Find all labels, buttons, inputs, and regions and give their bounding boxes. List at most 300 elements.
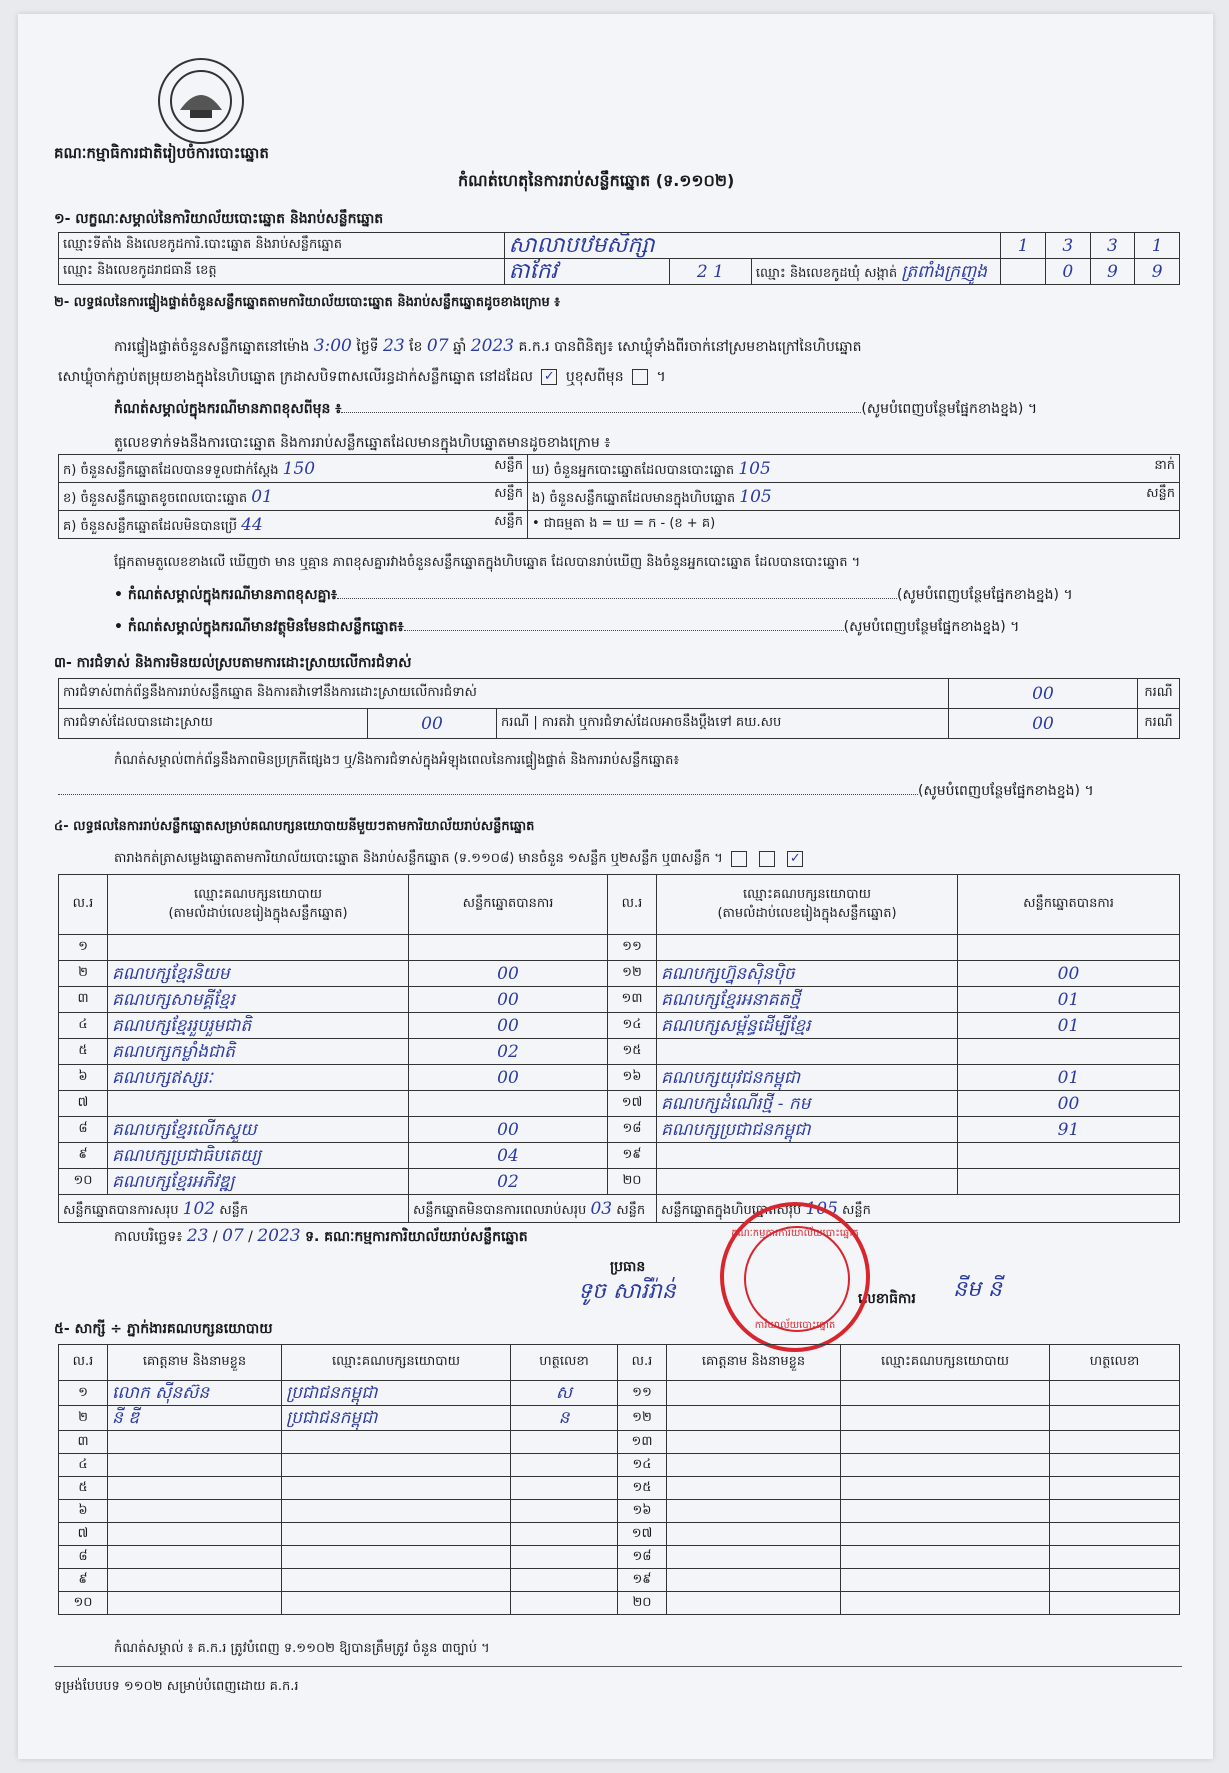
vote-count-cell [409, 987, 608, 1013]
witness-signature: ន [558, 1408, 570, 1428]
party-name-cell [108, 961, 409, 987]
party-name-cell [657, 1117, 958, 1143]
witness-party-cell [841, 1381, 1050, 1406]
witness-party-cell [841, 1592, 1050, 1615]
witness-name-cell [667, 1569, 841, 1592]
witness-party-cell [282, 1523, 511, 1546]
witness-signature-cell [511, 1569, 618, 1592]
code-digit: 3 [1090, 233, 1135, 259]
month-label: ខែ [409, 339, 423, 355]
witness-signature-cell [511, 1431, 618, 1454]
commune-digit: 9 [1135, 259, 1180, 285]
section1-heading: ១- លក្ខណៈសម្គាល់នៃការិយាល័យបោះឆ្នោត និងរាប់សន្លឹកឆ្នោត [54, 211, 384, 227]
row-no: ១៣ [631, 1433, 653, 1449]
time-value: 3:00 [313, 336, 352, 356]
witness-name-cell [108, 1592, 282, 1615]
total-valid-value: 102 [182, 1198, 216, 1219]
witness-row [59, 1500, 1180, 1523]
row-no-cell [59, 1454, 108, 1477]
party-name-cell [657, 935, 958, 961]
row-no: ៨ [78, 1548, 88, 1564]
section4-intro-text: តារាងកត់ត្រាសម្លេងឆ្នោតតាមការិយាល័យបោះឆ្នោត និងរាប់សន្លឹកឆ្នោត (ទ.១១០៨) មានចំនួន ១សន្លឹក ឬ២សន្លឹក ឬ៣សន្លឹក ។ [114, 851, 723, 866]
witness-name-cell [108, 1500, 282, 1523]
row-no: ១៦ [622, 1069, 642, 1084]
section5-heading: ៥- សាក្សី ÷ ភ្នាក់ងារគណបក្សនយោបាយ [54, 1321, 273, 1337]
section5-note: កំណត់សម្គាល់ ៖ គ.ក.រ ត្រូវបំពេញ ទ.១១០២ ឱ្យបានត្រឹមត្រូវ ចំនួន ៣ច្បាប់ ។ [114, 1641, 490, 1656]
row-no: ១០ [73, 1594, 93, 1610]
row-no-cell [59, 1546, 108, 1569]
witness-signature-cell [511, 1546, 618, 1569]
vote-count: 91 [1057, 1119, 1080, 1140]
unused-label: គ) ចំនួនសន្លឹកឆ្នោតដែលមិនបានប្រើ [63, 518, 237, 534]
witness-name-cell [667, 1381, 841, 1406]
nec-emblem-icon [158, 58, 244, 144]
witness-name-cell [108, 1431, 282, 1454]
witness-signature-cell [1050, 1381, 1180, 1406]
vote-count: 01 [1057, 1015, 1080, 1036]
witness-signature-cell [1050, 1569, 1180, 1592]
witness-name-cell [108, 1546, 282, 1569]
vote-count-cell [958, 1117, 1180, 1143]
col-party [108, 875, 409, 935]
time-label: ការផ្ទៀងផ្ទាត់ចំនួនសន្លឹកឆ្នោតនៅម៉ោង [114, 339, 310, 355]
day-label: ថ្ងៃទី [356, 339, 379, 355]
witness-party-cell [282, 1477, 511, 1500]
unit: សន្លឹក [494, 485, 523, 501]
witness-name-cell [667, 1500, 841, 1523]
row-no: ៦ [78, 1069, 88, 1084]
sheets-1-checkbox[interactable] [731, 851, 747, 867]
witness-party-cell [282, 1431, 511, 1454]
witness-name-cell [108, 1569, 282, 1592]
vote-count: 02 [497, 1041, 519, 1062]
witness-table [58, 1344, 1180, 1615]
row-no-cell [608, 1039, 657, 1065]
row-no: ៤ [78, 1456, 88, 1472]
row-no-cell [608, 1169, 657, 1195]
witness-signature: ស [555, 1383, 573, 1403]
row-no-cell [59, 1117, 108, 1143]
row-no-cell [618, 1381, 667, 1406]
section4-intro [114, 850, 807, 868]
commune-value: ត្រពាំងក្រញូង [901, 261, 987, 282]
col-no: ល.រ [59, 1345, 108, 1381]
row-no-cell [59, 1523, 108, 1546]
received-label: ក) ចំនួនសន្លឹកឆ្នោតដែលបានទទួលជាក់ស្តែង [63, 462, 279, 478]
col-no: ល.រ [618, 1345, 667, 1381]
vote-count: 00 [497, 1067, 519, 1088]
section3-note-field[interactable] [58, 794, 918, 795]
col-votes: សន្លឹកឆ្នោតបានការ [409, 875, 608, 935]
results-row [59, 1169, 1180, 1195]
province-label: ឈ្មោះ និងលេខកូដរាជធានី ខេត្ត [59, 259, 505, 285]
witness-name-cell [108, 1477, 282, 1500]
results-row [59, 935, 1180, 961]
received-value: 150 [282, 458, 316, 479]
row-no: ៩ [78, 1147, 88, 1162]
footer-text: ទម្រង់បែបបទ ១១០២ សម្រាប់បំពេញដោយ គ.ក.រ [54, 1679, 299, 1694]
results-row [59, 1143, 1180, 1169]
row-no-cell [608, 1117, 657, 1143]
col-party-a: ឈ្មោះគណបក្សនយោបាយ [743, 886, 871, 902]
vote-count-cell [409, 1117, 608, 1143]
note2-label: • កំណត់សម្គាល់ក្នុងករណីមានភាពខុសគ្នា៖ [114, 587, 338, 603]
unit: សន្លឹក [616, 1202, 646, 1218]
row-no-cell [618, 1523, 667, 1546]
row-no: ៦ [78, 1502, 88, 1518]
note2-line [114, 586, 1073, 604]
col-party-a: ឈ្មោះគណបក្សនយោបាយ [194, 886, 322, 902]
vote-count-cell [409, 961, 608, 987]
row-no-cell [618, 1477, 667, 1500]
form-page [18, 14, 1213, 1759]
party-name: គណបក្សឥស្សរៈ [112, 1067, 213, 1088]
party-name-cell [657, 1091, 958, 1117]
counts-table [58, 454, 1180, 539]
unit: សន្លឹក [1146, 485, 1175, 501]
vote-count-cell [409, 1169, 608, 1195]
commune-label: ឈ្មោះ និងលេខកូដឃុំ សង្កាត់ [755, 265, 898, 281]
vote-count-cell [958, 935, 1180, 961]
row-no: ២០ [622, 1173, 642, 1188]
appeal-text: ការតវ៉ា ឬការជំទាស់ដែលអាចនឹងប្តឹងទៅ គឃ.សប [541, 715, 782, 730]
row-no-cell [618, 1431, 667, 1454]
commune-digit: 0 [1045, 259, 1090, 285]
in-box-value: 105 [739, 486, 772, 507]
row-no: ១៤ [632, 1456, 652, 1472]
witness-row [59, 1477, 1180, 1500]
unused-value: 44 [241, 514, 263, 535]
unit: សន្លឹក [219, 1202, 249, 1218]
witness-signature-cell [511, 1523, 618, 1546]
province-value: តាកែវ [508, 258, 558, 284]
results-row [59, 961, 1180, 987]
row-no-cell [59, 1169, 108, 1195]
row-no: ១៩ [622, 1147, 642, 1162]
day-value: 23 [383, 336, 405, 356]
code-digit: 1 [1135, 233, 1180, 259]
form-title: កំណត់ហេតុនៃការរាប់សន្លឹកឆ្នោត (ទ.១១០២) [458, 171, 735, 190]
row-no-cell [59, 1569, 108, 1592]
vote-count-cell [409, 1039, 608, 1065]
note1-hint: (សូមបំពេញបន្ថែមផ្នែកខាងខ្នង) ។ [861, 401, 1038, 417]
results-row [59, 1091, 1180, 1117]
row-no-cell [618, 1406, 667, 1431]
witness-name: នី ឌី [112, 1408, 139, 1428]
party-name-cell [108, 1091, 409, 1117]
unit: នាក់ [1154, 457, 1175, 473]
verification-line [114, 334, 862, 358]
party-name: គណបក្សសាមគ្គីខ្មែរ [112, 989, 235, 1010]
results-row [59, 1013, 1180, 1039]
row-no-cell [59, 1592, 108, 1615]
witness-signature-cell [1050, 1454, 1180, 1477]
row-no-cell [608, 987, 657, 1013]
vote-count: 01 [1057, 989, 1080, 1010]
row-no: ១២ [632, 1409, 652, 1425]
party-name: គណបក្សយុវជនកម្ពុជា [661, 1067, 801, 1088]
resolved-value: 00 [368, 709, 497, 739]
row-no: ១៧ [621, 1095, 643, 1110]
unit: សន្លឹក [842, 1202, 871, 1218]
row-no: ៩ [78, 1571, 88, 1587]
col-party: ឈ្មោះគណបក្សនយោបាយ [282, 1345, 511, 1381]
vote-count: 04 [497, 1145, 519, 1166]
party-name: គណបក្សប្រជាជនកម្ពុជា [661, 1119, 811, 1140]
party-name: គណបក្សកម្លាំងជាតិ [112, 1041, 235, 1062]
committee-label: ទ. គណៈកម្មការការិយាល័យរាប់សន្លឹកឆ្នោត [305, 1229, 528, 1245]
secretary-label: លេខាធិការ [858, 1291, 916, 1307]
results-table [58, 874, 1180, 1223]
location-label: ឈ្មោះទីតាំង និងលេខកូដការិ.បោះឆ្នោត និងរាប់សន្លឹកឆ្នោត [59, 233, 505, 259]
total-invalid [409, 1195, 657, 1223]
party-name: គណបក្សខ្មែរអភិវឌ្ឍ [112, 1171, 235, 1192]
unit: សន្លឹក [494, 513, 523, 529]
vote-count-cell [958, 1143, 1180, 1169]
official-stamp [720, 1202, 870, 1352]
witness-signature-cell [511, 1406, 618, 1431]
stamp-inner-ring [744, 1226, 850, 1332]
year-label: ឆ្នាំ [452, 339, 467, 355]
witness-party-cell [841, 1569, 1050, 1592]
vote-count-cell [409, 1091, 608, 1117]
section3-note: កំណត់សម្គាល់ពាក់ព័ន្ធនឹងភាពមិនប្រក្រតីផ្សេងៗ ឬ/និងការជំទាស់ក្នុងអំឡុងពេលនៃការផ្ទៀងផ្ទាត់ និងការរាប់សន្លឹកឆ្នោត៖ [114, 753, 680, 768]
vote-count-cell [958, 1039, 1180, 1065]
code-digit: 1 [1001, 233, 1046, 259]
col-name: គោត្តនាម និងនាមខ្លួន [667, 1345, 841, 1381]
row-no-cell [618, 1500, 667, 1523]
total-valid [59, 1195, 409, 1223]
appeal-value: 00 [949, 709, 1138, 739]
witness-signature-cell [511, 1454, 618, 1477]
witness-party-cell [282, 1406, 511, 1431]
row-no: ១០ [73, 1173, 93, 1188]
witness-name-cell [667, 1454, 841, 1477]
party-name-cell [108, 987, 409, 1013]
row-no: ១៧ [631, 1525, 653, 1541]
vote-count: 00 [497, 989, 519, 1010]
row-no-cell [608, 1013, 657, 1039]
witness-name-cell [667, 1592, 841, 1615]
col-no: ល.រ [59, 875, 108, 935]
party-name-cell [657, 1039, 958, 1065]
witness-party-cell [282, 1546, 511, 1569]
date-line: កាលបរិច្ឆេទ៖ 23 / 07 / 2023 ទ. គណៈកម្មការការិយាល័យរាប់សន្លឹកឆ្នោត [114, 1226, 528, 1246]
witness-party-cell [841, 1500, 1050, 1523]
total-box-label: សន្លឹកឆ្នោតក្នុងហិបឆ្នោតសរុប [661, 1202, 802, 1218]
vote-count: 00 [1057, 963, 1080, 984]
witness-signature-cell [1050, 1406, 1180, 1431]
row-no: ១៤ [622, 1017, 642, 1032]
witness-row [59, 1592, 1180, 1615]
party-name: គណបក្សខ្មែរអនាគតថ្មី [661, 989, 801, 1010]
row-no-cell [59, 1431, 108, 1454]
unit: ករណី [1138, 679, 1180, 709]
vote-count: 00 [1057, 1093, 1080, 1114]
note3-field[interactable] [404, 630, 844, 631]
witness-row [59, 1523, 1180, 1546]
formula: • ជាធម្មតា ង = ឃ = ក - (ខ + គ) [528, 511, 1180, 539]
row-no-cell [618, 1454, 667, 1477]
section2-heading: ២- លទ្ធផលនៃការផ្ទៀងផ្ទាត់ចំនួនសន្លឹកឆ្នោតតាមការិយាល័យបោះឆ្នោត និងរាប់សន្លឹកឆ្នោតដូចខាងក្រោម ៖ [54, 295, 560, 310]
vote-count-cell [958, 961, 1180, 987]
vote-count-cell [958, 1013, 1180, 1039]
witness-row [59, 1454, 1180, 1477]
vote-count: 00 [497, 1015, 519, 1036]
witness-party: ប្រជាជនកម្ពុជា [286, 1383, 378, 1403]
row-no: ១៣ [621, 991, 643, 1006]
witness-name-cell [108, 1381, 282, 1406]
witness-party-cell [282, 1569, 511, 1592]
witness-name-cell [667, 1406, 841, 1431]
in-box-label: ង) ចំនួនសន្លឹកឆ្នោតដែលមានក្នុងហិបឆ្នោត [532, 490, 736, 506]
vote-count-cell [958, 987, 1180, 1013]
row-no: ៤ [78, 1017, 88, 1032]
stamp-top-text: គណៈកម្មការការិយាល័យបោះឆ្នោត [731, 1228, 859, 1239]
row-no-cell [618, 1592, 667, 1615]
witness-name-cell [108, 1523, 282, 1546]
row-no-cell [59, 1143, 108, 1169]
verification-text: គ.ក.រ បានពិនិត្យ៖ សោឃ្លុំទាំងពីរចាក់នៅស្រមខាងក្រៅនៃហិបឆ្នោត [518, 339, 862, 355]
note1-line [114, 400, 1037, 418]
witness-name-cell [667, 1431, 841, 1454]
witness-party-cell [282, 1454, 511, 1477]
row-no: ៣ [77, 1433, 89, 1449]
col-party [657, 875, 958, 935]
witness-name-cell [667, 1477, 841, 1500]
row-no: ១៨ [632, 1548, 652, 1564]
party-name: គណបក្សខ្មែររួបរួមជាតិ [112, 1015, 252, 1036]
row-no: ៥ [78, 1043, 88, 1058]
footer-divider [54, 1666, 1182, 1667]
changed-checkbox[interactable] [632, 369, 648, 385]
total-box [657, 1195, 1180, 1223]
witness-party-cell [841, 1546, 1050, 1569]
row-no-cell [59, 1013, 108, 1039]
unchanged-checkbox[interactable]: ✓ [541, 369, 557, 385]
note2-hint: (សូមបំពេញបន្ថែមផ្នែកខាងខ្នង) ។ [897, 587, 1073, 603]
results-row [59, 1065, 1180, 1091]
witness-name-cell [108, 1406, 282, 1431]
section3-note-line [58, 782, 1094, 800]
seal-text: សោឃ្លុំចាក់ភ្ជាប់តម្រុយខាងក្នុងនៃហិបឆ្នោត ក្រដាសបិទពាសលើរន្ធដាក់សន្លឹកឆ្នោត នៅដដែល [58, 369, 533, 385]
appeal-label: ករណី | ការតវ៉ា ឬការជំទាស់ដែលអាចនឹងប្តឹងទៅ គឃ.សប [497, 709, 949, 739]
witness-party-cell [282, 1500, 511, 1523]
vote-count-cell [958, 1065, 1180, 1091]
col-party-b: (តាមលំដាប់លេខរៀងក្នុងសន្លឹកឆ្នោត) [717, 905, 897, 921]
spoiled-label: ខ) ចំនួនសន្លឹកឆ្នោតខូចពេលបោះឆ្នោត [63, 490, 248, 506]
vote-count-cell [958, 1169, 1180, 1195]
vote-count: 00 [497, 1119, 519, 1140]
sheets-3-checkbox[interactable]: ✓ [787, 851, 803, 867]
party-name-cell [108, 1143, 409, 1169]
witness-name-cell [108, 1454, 282, 1477]
witness-row [59, 1431, 1180, 1454]
row-no-cell [59, 935, 108, 961]
row-no-cell [608, 935, 657, 961]
witness-name-cell [667, 1523, 841, 1546]
witness-row [59, 1569, 1180, 1592]
org-name: គណៈកម្មាធិការជាតិរៀបចំការបោះឆ្នោត [54, 144, 269, 162]
party-name: គណបក្សប្រជាធិបតេយ្យ [112, 1145, 262, 1166]
spoiled-value: 01 [251, 486, 273, 507]
section4-heading: ៤- លទ្ធផលនៃការរាប់សន្លឹកឆ្នោតសម្រាប់គណបក្សនយោបាយនីមួយៗតាមការិយាល័យរាប់សន្លឹកឆ្នោត [54, 819, 535, 834]
counts-intro: តួលេខទាក់ទងនឹងការបោះឆ្នោត និងការរាប់សន្លឹកឆ្នោតដែលមានក្នុងហិបឆ្នោតមានដូចខាងក្រោម ៖ [114, 435, 611, 451]
secretary-signature: នីម នី [953, 1277, 1002, 1302]
witness-party-cell [841, 1406, 1050, 1431]
party-name: គណបក្សហ្វ៊ុនស៊ិនប៉ិច [661, 963, 795, 984]
col-party: ឈ្មោះគណបក្សនយោបាយ [841, 1345, 1050, 1381]
party-name: គណបក្សសម្ព័ន្ធដើម្បីខ្មែរ [661, 1015, 811, 1036]
row-no-cell [608, 961, 657, 987]
chair-signature: ទូច សារីរ៉ាន់ [578, 1279, 676, 1304]
note2-field[interactable] [337, 598, 897, 599]
results-row [59, 1039, 1180, 1065]
witness-signature-cell [1050, 1546, 1180, 1569]
unit: ករណី [1138, 709, 1180, 739]
party-name-cell [657, 1169, 958, 1195]
note1-label: កំណត់សម្គាល់ក្នុងករណីមានភាពខុសពីមុន ៖ [114, 401, 342, 417]
total-box-value: 105 [805, 1198, 838, 1219]
province-code: 2 1 [669, 259, 751, 285]
row-no-cell [608, 1065, 657, 1091]
objections-value: 00 [949, 679, 1138, 709]
witness-party-cell [841, 1477, 1050, 1500]
party-name-cell [657, 1013, 958, 1039]
col-name: គោត្តនាម និងនាមខ្លួន [108, 1345, 282, 1381]
date-day: 23 [186, 1226, 209, 1246]
row-no: ១១ [632, 1384, 652, 1400]
row-no-cell [59, 1039, 108, 1065]
vote-count-cell [409, 1065, 608, 1091]
vote-count-cell [409, 1143, 608, 1169]
witness-signature-cell [511, 1592, 618, 1615]
witness-party-cell [841, 1454, 1050, 1477]
row-no: ១៩ [632, 1571, 652, 1587]
col-sign: ហត្ថលេខា [1050, 1345, 1180, 1381]
witness-signature-cell [511, 1381, 618, 1406]
note1-field[interactable] [341, 412, 861, 413]
row-no-cell [59, 1065, 108, 1091]
party-name-cell [108, 1169, 409, 1195]
witness-signature-cell [1050, 1592, 1180, 1615]
section3-heading: ៣- ការជំទាស់ និងការមិនយល់ស្របតាមការដោះស្រាយលើការជំទាស់ [54, 655, 412, 671]
col-party-b: (តាមលំដាប់លេខរៀងក្នុងសន្លឹកឆ្នោត) [168, 905, 348, 921]
vote-count-cell [958, 1091, 1180, 1117]
col-no: ល.រ [608, 875, 657, 935]
witness-signature-cell [1050, 1523, 1180, 1546]
witness-signature-cell [511, 1500, 618, 1523]
row-no-cell [59, 1091, 108, 1117]
unit: សន្លឹក [494, 457, 523, 473]
vote-count-cell [409, 1013, 608, 1039]
witness-row [59, 1546, 1180, 1569]
objections-label: ការជំទាស់ពាក់ព័ន្ធនឹងការរាប់សន្លឹកឆ្នោត និងការតវ៉ាទៅនឹងការដោះស្រាយលើការជំទាស់ [59, 679, 949, 709]
note3-label: • កំណត់សម្គាល់ក្នុងករណីមានវត្ថុមិនមែនជាសន្លឹកឆ្នោត៖ [114, 619, 404, 635]
row-no: ១៨ [622, 1121, 642, 1136]
witness-signature-cell [1050, 1431, 1180, 1454]
row-no-cell [59, 1477, 108, 1500]
section3-hint: (សូមបំពេញបន្ថែមផ្នែកខាងខ្នង) ។ [918, 783, 1094, 799]
col-votes: សន្លឹកឆ្នោតបានការ [958, 875, 1180, 935]
vote-count: 02 [497, 1171, 519, 1192]
compare-text: ផ្អែកតាមតួលេខខាងលើ ឃើញថា មាន ឬគ្មាន ភាពខុសគ្នារវាងចំនួនសន្លឹកឆ្នោតក្នុងហិបឆ្នោត ដែលបានរាប់ឃើញ និងចំនួនអ្នកបោះឆ្នោត ដែលបានបោះឆ្នោត ។ [114, 555, 861, 570]
total-valid-label: សន្លឹកឆ្នោតបានការសរុប [63, 1202, 179, 1218]
row-no: ៥ [78, 1479, 88, 1495]
seal-line: សោឃ្លុំចាក់ភ្ជាប់តម្រុយខាងក្នុងនៃហិបឆ្នោត ក្រដាសបិទពាសលើរន្ធដាក់សន្លឹកឆ្នោត នៅដដែល ✓ ឬខុសពីមុន ។ [58, 369, 666, 385]
party-name-cell [657, 987, 958, 1013]
sheets-2-checkbox[interactable] [759, 851, 775, 867]
